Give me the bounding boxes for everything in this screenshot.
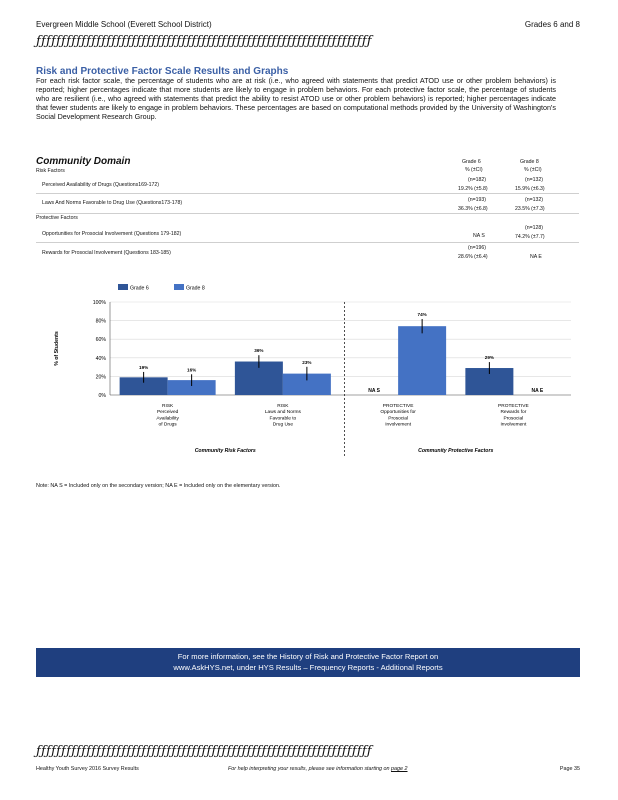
school-name: Evergreen Middle School (Everett School District)	[36, 20, 212, 29]
y-tick-label: 40%	[95, 355, 106, 362]
footer-survey: Healthy Youth Survey 2016 Survey Results	[36, 766, 139, 772]
footer-help	[228, 766, 408, 772]
row-value-grade8: 23.5% (±7.3)	[515, 206, 545, 212]
category-label: Involvement	[500, 422, 527, 428]
bar-grade8	[398, 326, 446, 395]
banner-line1: For more information, see the History of Risk and Protective Factor Report on	[177, 652, 439, 661]
legend-label: Grade 6	[130, 285, 149, 292]
category-label: RISK	[277, 404, 289, 409]
row-n-grade6: (n=182)	[468, 177, 487, 183]
row-label: Rewards for Prosocial Involvement (Questions 183-185)	[42, 250, 171, 256]
y-tick-label: 80%	[95, 318, 106, 325]
row-label: Opportunities for Prosocial Involvement (Questions 179-182)	[42, 231, 182, 237]
community-domain-chart	[36, 278, 581, 463]
y-tick-label: 20%	[95, 374, 106, 381]
category-label: Availability	[156, 416, 179, 422]
data-label: 19%	[139, 364, 149, 370]
category-label: RISK	[162, 404, 174, 409]
category-label: Opportunities for	[380, 410, 416, 416]
row-n-grade8: (n=132)	[525, 197, 544, 203]
data-label: 16%	[187, 367, 197, 373]
category-label: Laws and Norms	[264, 410, 301, 416]
y-tick-label: 60%	[95, 337, 106, 344]
data-label: 36%	[254, 348, 264, 354]
row-value-grade6: 19.2% (±5.8)	[458, 186, 488, 192]
category-label: Drug Use	[272, 422, 294, 428]
y-tick-label: 0%	[98, 393, 106, 399]
risk-factors-header: Risk Factors	[36, 168, 65, 174]
category-label: Prosocial	[503, 416, 524, 422]
row-value-grade6: 28.6% (±6.4)	[458, 254, 488, 260]
row-n-grade6: (n=196)	[468, 245, 487, 251]
category-label: Favorable to	[269, 416, 297, 422]
category-label: Rewards for	[500, 410, 527, 416]
row-value-grade8: 15.9% (±6.3)	[515, 186, 545, 192]
grades-label: Grades 6 and 8	[524, 20, 580, 29]
header-decoration: ƒƒƒƒƒƒƒƒƒƒƒƒƒƒƒƒƒƒƒƒƒƒƒƒƒƒƒƒƒƒƒƒƒƒƒƒƒƒƒƒƒƒƒƒƒƒƒƒƒƒƒƒƒƒƒƒƒƒƒƒƒƒƒƒƒƒƒ	[36, 34, 372, 49]
y-tick-label: 100%	[92, 300, 106, 306]
row-label: Laws And Norms Favorable to Drug Use (Questions173-178)	[42, 200, 183, 206]
category-label: Prosocial	[388, 416, 408, 422]
row-value-grade8: 74.2% (±7.7)	[515, 234, 545, 240]
footnote: Note: NA S = Included only on the secondary version; NA E = Included only on the elementary version.	[36, 483, 281, 489]
group-label: Community Protective Factors	[418, 448, 494, 454]
group-label: Community Risk Factors	[194, 448, 256, 454]
intro-paragraph: For each risk factor scale, the percentage of students who are at risk (i.e., who agreed with statements that predict ATOD use or other problem behaviors) is reported; higher percentages indicate that more students are likely to engage in problem behaviors. For each protective factor scale, the percentage of students who are resilient (i.e., who agreed with statements that predict the ability to resist ATOD use or other problem behaviors) is reported; higher percentages indicate that fewer students are likely to engage in problem behaviors. These percentages are based on computational methods provided by the University of Washington's Social Development Research Group.	[36, 76, 556, 121]
category-label: PROTECTIVE	[498, 404, 529, 409]
footer-page-link[interactable]: page 2	[391, 766, 408, 772]
category-label: Involvement	[385, 422, 412, 428]
footer-decoration: ƒƒƒƒƒƒƒƒƒƒƒƒƒƒƒƒƒƒƒƒƒƒƒƒƒƒƒƒƒƒƒƒƒƒƒƒƒƒƒƒƒƒƒƒƒƒƒƒƒƒƒƒƒƒƒƒƒƒƒƒƒƒƒƒƒƒƒ	[36, 744, 372, 759]
legend-swatch	[118, 284, 128, 290]
data-label: 74%	[417, 312, 427, 318]
domain-title: Community Domain	[36, 156, 131, 167]
col-sub-grade8: % (±CI)	[524, 167, 542, 173]
row-divider	[36, 213, 579, 214]
row-n-grade6: (n=193)	[468, 197, 487, 203]
row-value-grade6: 36.3% (±6.8)	[458, 206, 488, 212]
category-label: PROTECTIVE	[382, 404, 414, 409]
row-n-grade8: (n=128)	[525, 225, 544, 231]
row-value-grade6: NA S	[473, 233, 485, 239]
row-label: Perceived Availability of Drugs (Questions169-172)	[42, 182, 159, 188]
row-n-grade8: (n=132)	[525, 177, 544, 183]
row-divider	[36, 242, 579, 243]
row-divider	[36, 193, 579, 194]
section-title: Risk and Protective Factor Scale Results and Graphs	[36, 66, 289, 77]
row-value-grade8: NA E	[530, 254, 542, 260]
data-label: 29%	[484, 355, 494, 361]
col-header-grade8: Grade 8	[520, 159, 539, 165]
col-header-grade6: Grade 6	[462, 159, 481, 165]
protective-factors-header: Protective Factors	[36, 215, 78, 221]
col-sub-grade6: % (±CI)	[465, 167, 483, 173]
y-axis-label: % of Students	[54, 331, 60, 366]
legend-swatch	[174, 284, 184, 290]
banner-line2[interactable]: www.AskHYS.net, under HYS Results – Frequency Reports - Additional Reports	[173, 663, 443, 672]
na-label: NA S	[368, 388, 381, 394]
na-label: NA E	[531, 388, 544, 394]
more-info-banner	[36, 648, 580, 677]
page-number: Page 35	[559, 766, 580, 772]
footer-help-text: For help interpreting your results, please see information starting on	[228, 766, 390, 772]
category-label: Perceived	[156, 410, 179, 416]
category-label: of Drugs	[158, 422, 177, 428]
legend-label: Grade 8	[186, 285, 205, 292]
data-label: 23%	[302, 359, 312, 365]
